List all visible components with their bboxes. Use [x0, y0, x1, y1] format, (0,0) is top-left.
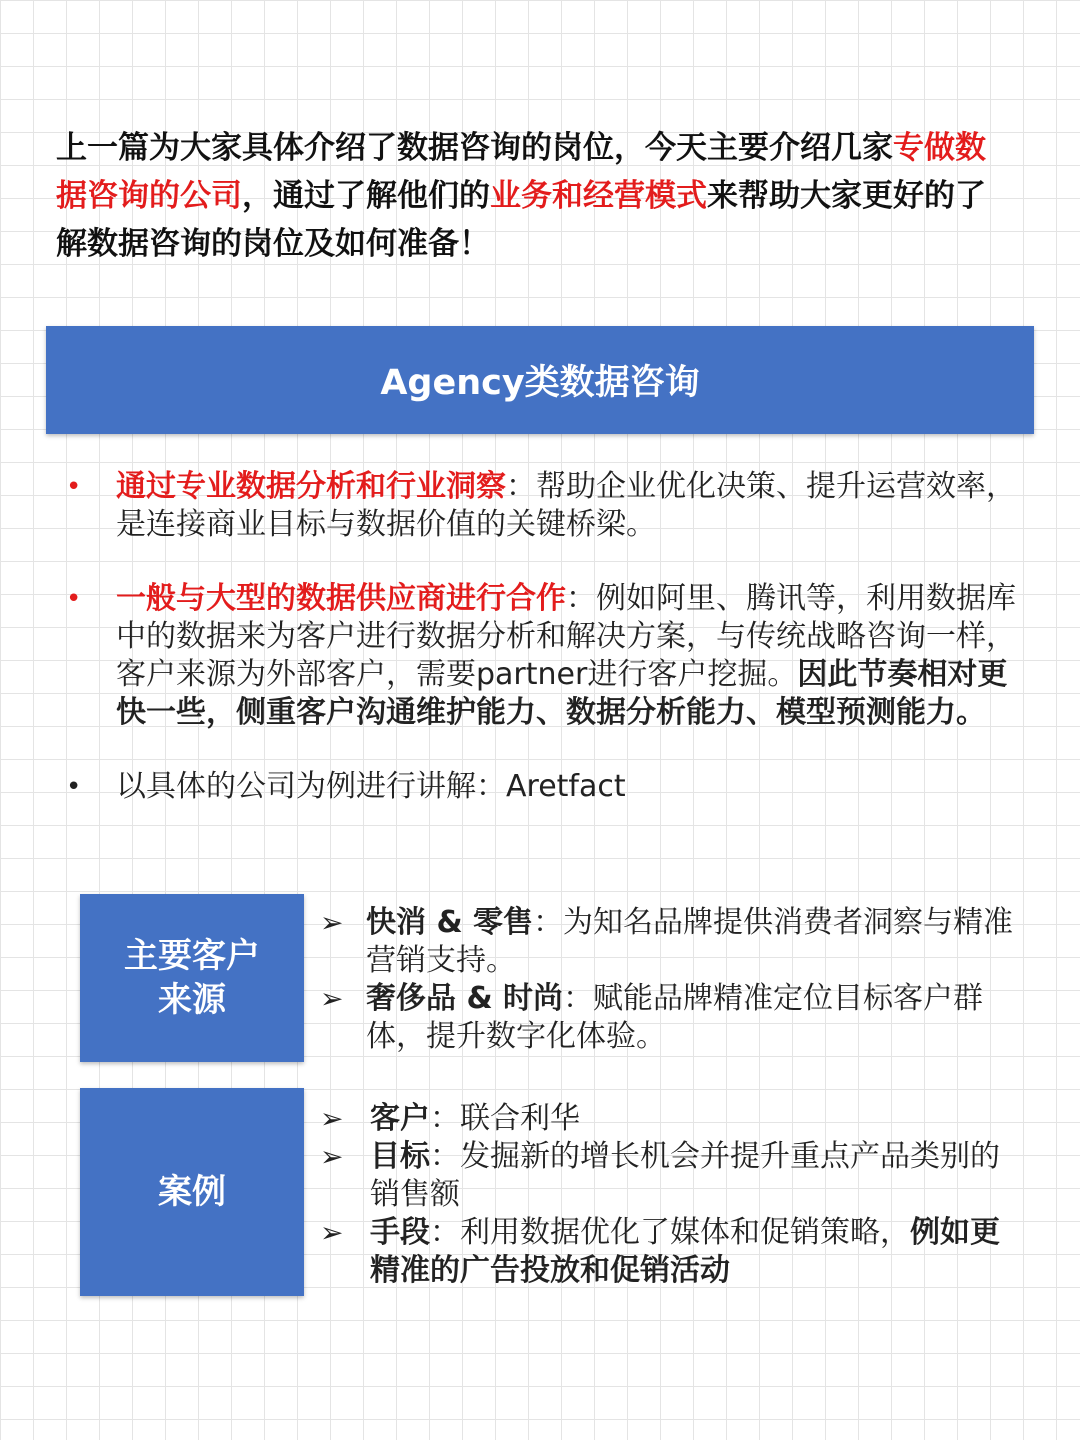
bullet-text: ：帮助企业优化决策、提升运营效率，是连接商业目标与数据价值的关键桥梁。	[116, 469, 1016, 542]
bullet-bold-text: 因此节奏相对更快一些，侧重客户沟通维护能力、数据分析能力、模型预测能力。	[116, 657, 1008, 730]
item-text: ：发掘新的增长机会并提升重点产品类别的销售额	[370, 1139, 1000, 1212]
client-source-list	[320, 904, 1020, 1056]
bullet-dot-icon: •	[66, 472, 82, 502]
item-heading: 奢侈品 & 时尚	[366, 981, 564, 1016]
item-text: ：为知名品牌提供消费者洞察与精准营销支持。	[366, 905, 1014, 978]
case-list	[320, 1100, 1020, 1290]
client-source-label-line1: 主要客户	[124, 936, 260, 976]
bullet-list	[60, 468, 1020, 806]
arrow-bullet-icon: ➢	[320, 982, 344, 1015]
bullet-heading: 通过专业数据分析和行业洞察	[116, 469, 506, 504]
item-heading: 手段	[370, 1215, 430, 1250]
bullet-item	[60, 768, 1020, 806]
bullet-item	[60, 468, 1020, 544]
intro-highlight-companies: 专做数据咨询的公司	[56, 130, 986, 214]
item-heading: 快消 & 零售	[366, 905, 534, 940]
bullet-heading: 一般与大型的数据供应商进行合作	[116, 581, 566, 616]
arrow-bullet-icon: ➢	[320, 1102, 344, 1135]
bullet-text: ：例如阿里、腾讯等，利用数据库中的数据来为客户进行数据分析和解决方案，与传统战略咨询一样，客户来源为外部客户，需要partner进行客户挖掘。	[116, 581, 1016, 692]
list-item	[320, 1138, 1020, 1214]
case-label: 案例	[158, 1172, 226, 1212]
section-banner	[46, 326, 1034, 434]
item-bold-text: 例如更精准的广告投放和促销活动	[370, 1215, 1000, 1288]
list-item	[320, 1100, 1020, 1138]
list-item	[320, 980, 1020, 1056]
intro-paragraph	[56, 124, 1016, 268]
client-source-label-line2: 来源	[158, 980, 226, 1020]
bullet-dot-icon: •	[66, 584, 82, 614]
item-heading: 目标	[370, 1139, 430, 1174]
item-text: ：赋能品牌精准定位目标客户群体，提升数字化体验。	[366, 981, 984, 1054]
item-text: ：利用数据优化了媒体和促销策略，	[430, 1215, 910, 1250]
client-source-label-box	[80, 894, 304, 1062]
intro-highlight-business-model: 业务和经营模式	[490, 178, 707, 214]
bullet-dot-icon: •	[66, 772, 82, 802]
list-item	[320, 904, 1020, 980]
intro-text-3: 来帮助大家更好的了解数据咨询的岗位及如何准备！	[56, 178, 986, 262]
arrow-bullet-icon: ➢	[320, 1140, 344, 1173]
arrow-bullet-icon: ➢	[320, 906, 344, 939]
bullet-text: 以具体的公司为例进行讲解：Aretfact	[116, 769, 626, 804]
bullet-item	[60, 580, 1020, 732]
intro-text-1: 上一篇为大家具体介绍了数据咨询的岗位，今天主要介绍几家	[56, 130, 893, 166]
list-item	[320, 1214, 1020, 1290]
item-heading: 客户	[370, 1101, 430, 1136]
case-label-box	[80, 1088, 304, 1296]
arrow-bullet-icon: ➢	[320, 1216, 344, 1249]
item-text: ：联合利华	[430, 1101, 580, 1136]
intro-text-2: ，通过了解他们的	[242, 178, 490, 214]
banner-title: Agency类数据咨询	[380, 363, 700, 403]
